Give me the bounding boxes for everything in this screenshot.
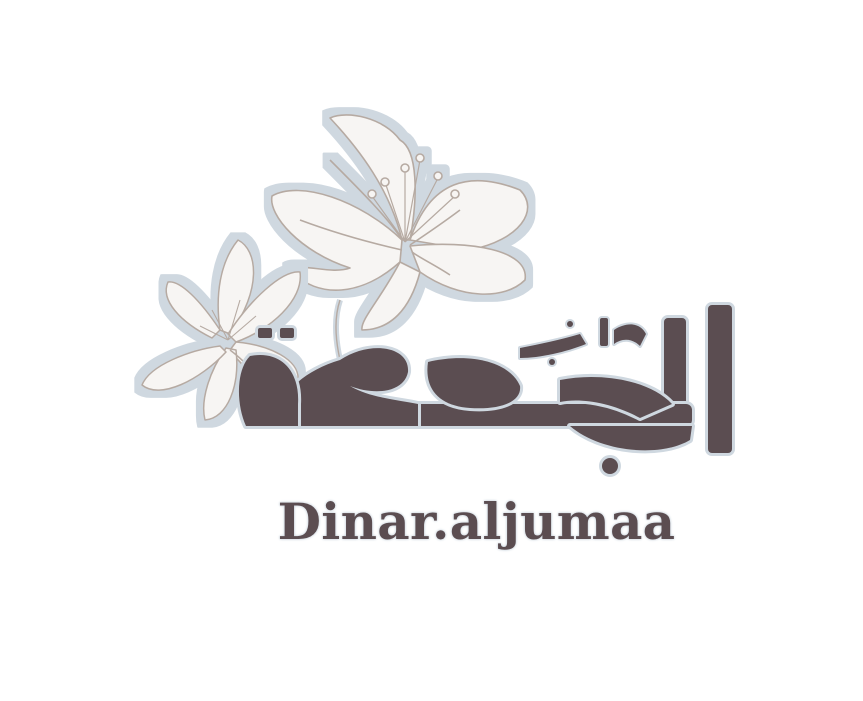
brand-wordmark: Dinar.aljumaa	[277, 492, 676, 551]
large-flower-icon	[272, 115, 528, 330]
arabic-calligraphy	[239, 305, 732, 474]
